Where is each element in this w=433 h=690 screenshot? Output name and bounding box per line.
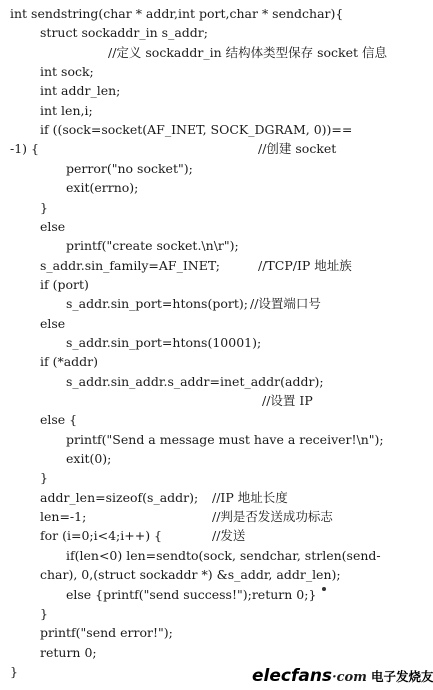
code-comment: //发送: [212, 528, 246, 544]
stray-dot: [322, 587, 326, 591]
code-text: printf("Send a message must have a receiver!\n");: [66, 431, 384, 447]
code-comment: //设置端口号: [250, 296, 321, 312]
code-text: else: [40, 218, 66, 234]
code-text: if (port): [40, 276, 89, 292]
code-text: int sendstring(char * addr,int port,char * sendchar){: [10, 6, 344, 21]
code-text: return 0;: [40, 644, 97, 660]
code-comment: //设置 IP: [262, 393, 313, 408]
code-text: len=-1;: [40, 509, 87, 525]
watermark-chinese-name: 电子发烧友: [370, 669, 433, 684]
watermark: [252, 664, 433, 688]
code-text: addr_len=sizeof(s_addr);: [40, 489, 199, 505]
code-text: s_addr.sin_addr.s_addr=inet_addr(addr);: [66, 373, 324, 389]
code-text: int len,i;: [40, 102, 93, 118]
code-comment: //定义 sockaddr_in 结构体类型保存 socket 信息: [108, 44, 387, 60]
code-text: else {printf("send success!");return 0;}: [66, 586, 317, 602]
code-comment: //创建 socket: [258, 141, 337, 157]
code-text: exit(0);: [66, 451, 112, 467]
code-text: if (*addr): [40, 354, 99, 370]
watermark-logo: elecfans: [252, 666, 333, 686]
code-comment: //IP 地址长度: [212, 489, 288, 505]
code-text: }: [40, 470, 48, 486]
code-text: s_addr.sin_port=htons(port);: [66, 296, 248, 312]
code-text: s_addr.sin_family=AF_INET;: [40, 257, 220, 273]
code-text: s_addr.sin_port=htons(10001);: [66, 334, 262, 350]
code-text: perror("no socket");: [66, 160, 193, 176]
code-text: }: [40, 199, 48, 215]
code-text: }: [40, 605, 48, 621]
code-text: printf("create socket.\n\r");: [66, 238, 239, 254]
code-text: if ((sock=socket(AF_INET, SOCK_DGRAM, 0))==: [40, 122, 353, 138]
code-text: }: [10, 663, 18, 679]
code-text: struct sockaddr_in s_addr;: [40, 25, 208, 41]
code-text: if(len<0) len=sendto(sock, sendchar, strlen(send-: [66, 547, 381, 563]
code-text: int sock;: [40, 64, 94, 80]
watermark-domain: ·com: [332, 670, 367, 685]
code-text: printf("send error!");: [40, 625, 173, 641]
code-text: else {: [40, 412, 78, 428]
code-text: else: [40, 315, 66, 331]
code-text: exit(errno);: [66, 180, 139, 196]
code-text: for (i=0;i<4;i++) {: [40, 528, 162, 544]
code-text: -1) {: [10, 141, 39, 157]
code-text: char), 0,(struct sockaddr *) &s_addr, addr_len);: [40, 567, 341, 583]
code-comment: //判是否发送成功标志: [212, 509, 333, 525]
code-text: int addr_len;: [40, 83, 121, 99]
code-comment: //TCP/IP 地址族: [258, 257, 352, 273]
